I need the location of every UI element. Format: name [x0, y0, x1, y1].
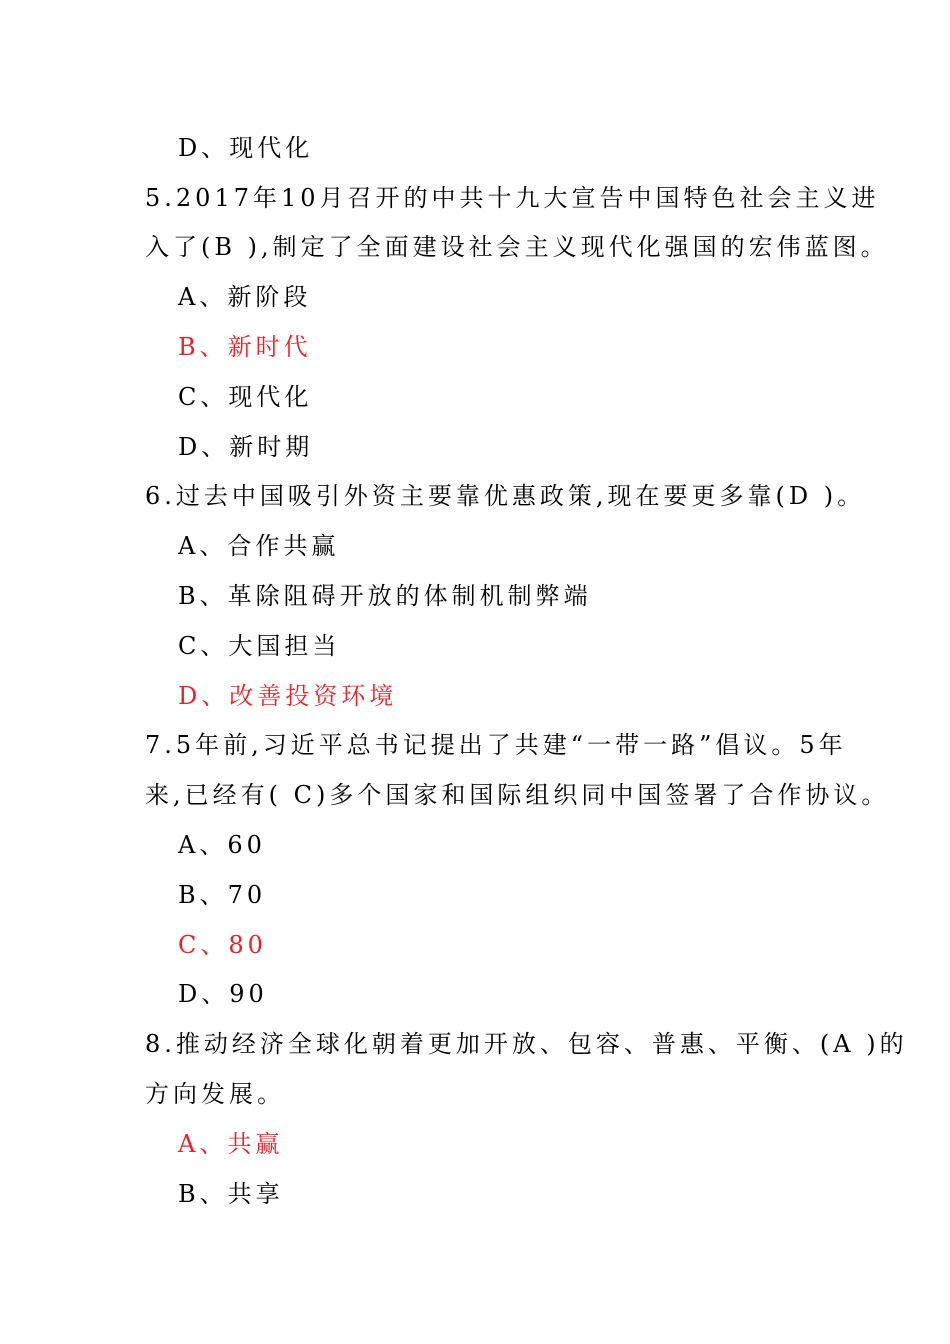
q5-option-a: A、新阶段 [178, 283, 312, 311]
q7-option-d: D、90 [178, 980, 268, 1008]
question-8-text-line-1: 8.推动经济全球化朝着更加开放、包容、普惠、平衡、(A )的 [145, 1030, 908, 1058]
q4-option-d: D、现代化 [178, 134, 314, 162]
question-8-text-line-2: 方向发展。 [145, 1080, 285, 1108]
q8-option-b: B、共享 [178, 1180, 284, 1208]
q6-option-a: A、合作共赢 [178, 532, 340, 560]
q5-option-c: C、现代化 [178, 383, 313, 411]
question-5-text-line-2: 入了(B ),制定了全面建设社会主义现代化强国的宏伟蓝图。 [145, 233, 889, 261]
q7-option-c-correct: C、80 [178, 931, 267, 959]
q5-option-b-correct: B、新时代 [178, 333, 312, 361]
q7-option-a: A、60 [178, 831, 266, 859]
question-7-text-line-2: 来,已经有( C)多个国家和国际组织同中国签署了合作协议。 [145, 781, 890, 809]
q7-option-b: B、70 [178, 881, 267, 909]
q6-option-c: C、大国担当 [178, 632, 341, 660]
q8-option-a-correct: A、共赢 [178, 1130, 284, 1158]
q6-option-b: B、革除阻碍开放的体制机制弊端 [178, 582, 592, 610]
question-7-text-line-1: 7.5年前,习近平总书记提出了共建“一带一路”倡议。5年 [145, 731, 847, 759]
question-5-text-line-1: 5.2017年10月召开的中共十九大宣告中国特色社会主义进 [145, 184, 880, 212]
question-6-text: 6.过去中国吸引外资主要靠优惠政策,现在要更多靠(D )。 [145, 482, 866, 510]
q6-option-d-correct: D、改善投资环境 [178, 682, 398, 710]
q5-option-d: D、新时期 [178, 433, 314, 461]
